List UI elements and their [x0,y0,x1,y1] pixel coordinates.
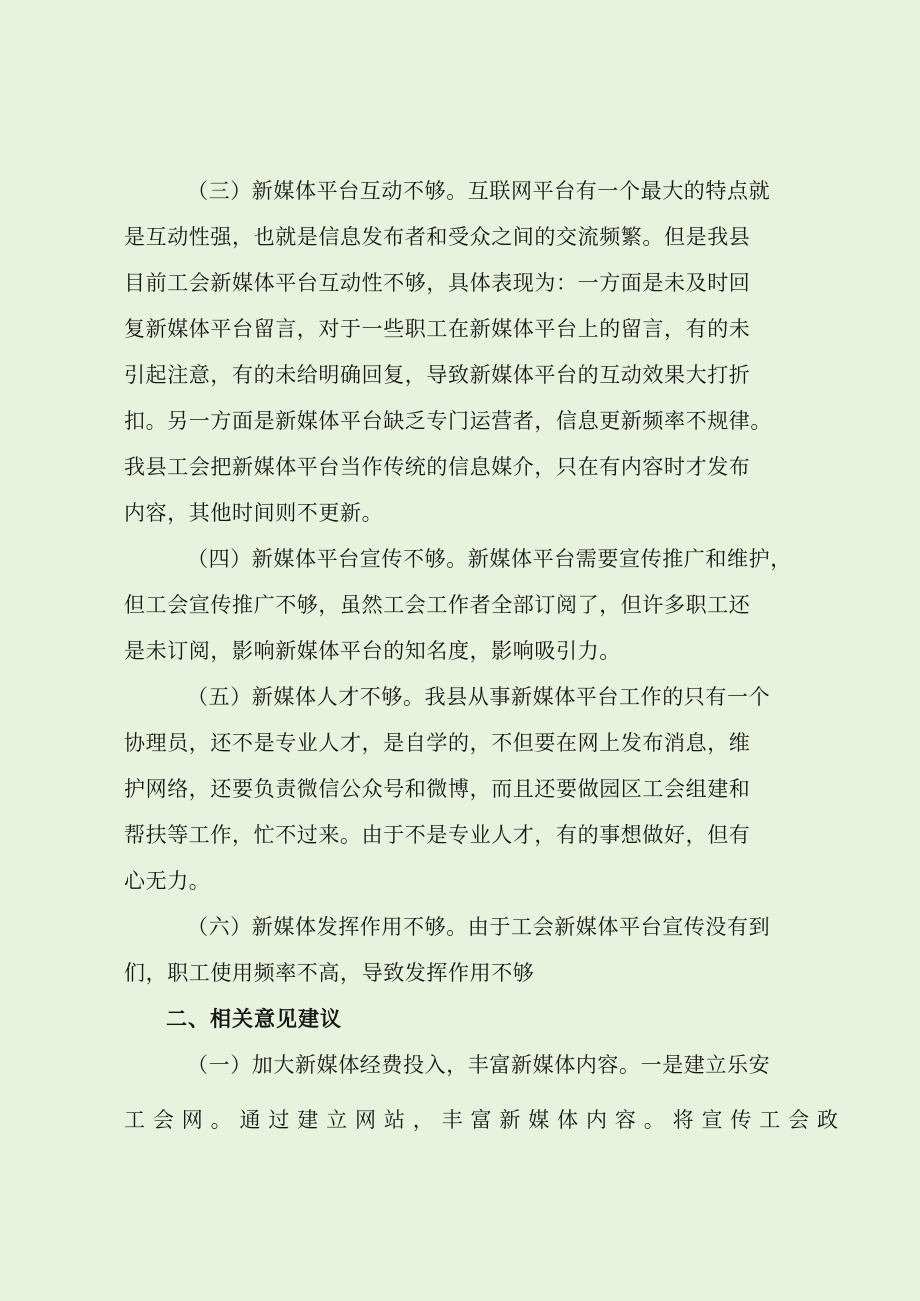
text-line: （五）新媒体人才不够。我县从事新媒体平台工作的只有一个 [187,685,771,709]
text-line: 引起注意，有的未给明确回复，导致新媒体平台的互动效果大打折 [124,363,751,387]
text-line: 我县工会把新媒体平台当作传统的信息媒介，只在有内容时才发布 [124,455,751,479]
text-line: 但工会宣传推广不够，虽然工会工作者全部订阅了，但许多职工还 [124,593,751,617]
text-line: 工 会 网 。 通 过 建 立 网 站 ， 丰 富 新 媒 体 内 容 。 将 宣 传 工 会 政 [124,1108,839,1132]
text-line: 是未订阅，影响新媒体平台的知名度，影响吸引力。 [124,639,621,663]
text-line: 心无力。 [124,869,211,893]
text-line: 复新媒体平台留言，对于一些职工在新媒体平台上的留言，有的未 [124,317,751,341]
text-line: 是互动性强，也就是信息发布者和受众之间的交流频繁。但是我县 [124,225,751,249]
text-line: 内容，其他时间则不更新。 [124,501,384,525]
section-heading: 二、相关意见建议 [166,1007,342,1031]
text-line: 护网络，还要负责微信公众号和微博，而且还要做园区工会组建和 [124,777,751,801]
text-line: （四）新媒体平台宣传不够。新媒体平台需要宣传推广和维护， [187,547,792,571]
text-line: 们，职工使用频率不高，导致发挥作用不够 [124,961,535,985]
text-line: （六）新媒体发挥作用不够。由于工会新媒体平台宣传没有到 [187,915,771,939]
text-line: 帮扶等工作，忙不过来。由于不是专业人才，有的事想做好，但有 [124,823,751,847]
text-line: （三）新媒体平台互动不够。互联网平台有一个最大的特点就 [187,179,771,203]
text-line: 扣。另一方面是新媒体平台缺乏专门运营者，信息更新频率不规律。 [124,409,772,433]
text-line: 协理员，还不是专业人才，是自学的，不但要在网上发布消息，维 [124,731,751,755]
text-line: （一）加大新媒体经费投入，丰富新媒体内容。一是建立乐安 [187,1053,771,1077]
text-line: 目前工会新媒体平台互动性不够，具体表现为：一方面是未及时回 [124,271,751,295]
